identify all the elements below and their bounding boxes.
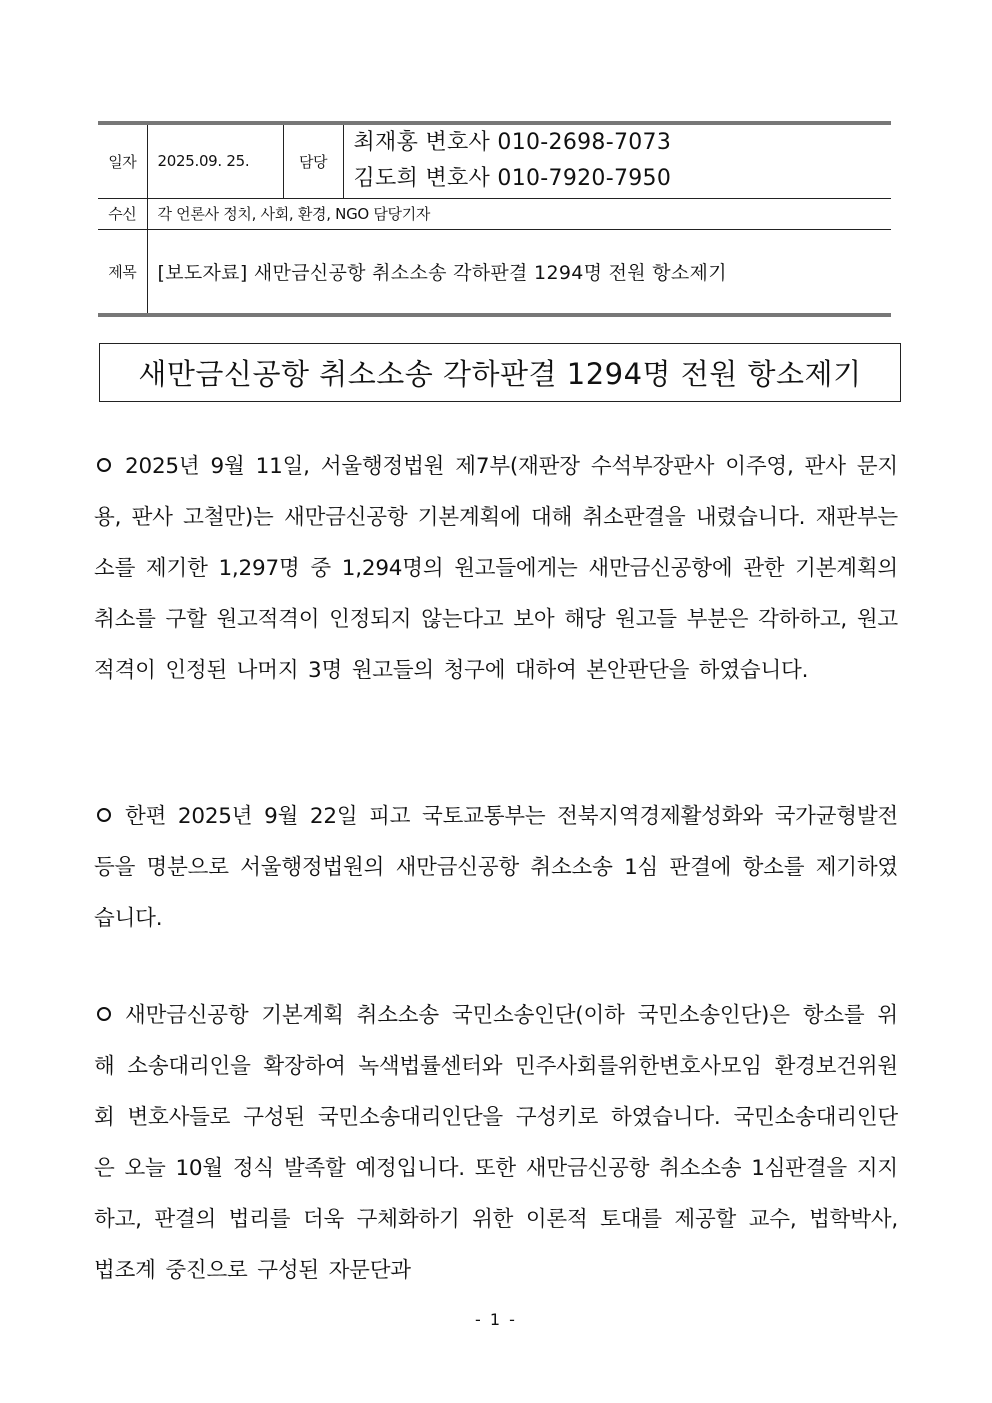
header-row-date — [98, 123, 891, 198]
contact-list — [343, 123, 891, 198]
header-row-subject — [98, 229, 891, 315]
circle-bullet-icon — [97, 1007, 111, 1021]
body-paragraph — [94, 990, 898, 1296]
paragraph-text: 한편 2025년 9월 22일 피고 국토교통부는 전북지역경제활성화와 국가균형발전 등을 명분으로 서울행정법원의 새만금신공항 취소소송 1심 판결에 항소를 제기하였습니다. — [94, 804, 898, 931]
circle-bullet-icon — [97, 458, 111, 472]
date-value: 2025.09. 25. — [147, 123, 283, 198]
body-paragraph — [94, 441, 898, 696]
recipient-value: 각 언론사 정치, 사회, 환경, NGO 담당기자 — [147, 198, 891, 229]
contact-line: 김도희 변호사 010-7920-7950 — [353, 166, 672, 192]
body-paragraph — [94, 791, 898, 944]
page-number: - 1 - — [475, 1310, 517, 1329]
subject-label: 제목 — [98, 229, 147, 315]
contact-label: 담당 — [283, 123, 343, 198]
paragraph-text: 2025년 9월 11일, 서울행정법원 제7부(재판장 수석부장판사 이주영, 판사 문지용, 판사 고철만)는 새만금신공항 기본계획에 대해 취소판결을 내렸습니다. 재판부는 소를 제기한 1,297명 중 1,294명의 원고들에게는 새만금신공항에 관한 기본계획의 취소를 구할 원고적격이 인정되지 않는다고 보아 해당 원고들 부분은 각하하고, 원고적격이 인정된 나머지 3명 원고들의 청구에 대하여 본안판단을 하였습니다. — [94, 454, 898, 683]
paragraph-text: 새만금신공항 기본계획 취소소송 국민소송인단(이하 국민소송인단)은 항소를 위해 소송대리인을 확장하여 녹색법률센터와 민주사회를위한변호사모임 환경보건위원회 변호사들로 구성된 국민소송대리인단을 구성키로 하였습니다. 국민소송대리인단은 오늘 10월 정식 발족할 예정입니다. 또한 새만금신공항 취소소송 1심판결을 지지하고, 판결의 법리를 더욱 구체화하기 위한 이론적 토대를 제공할 교수, 법학박사, 법조계 중진으로 구성된 자문단과 — [94, 1003, 898, 1283]
header-row-recipient — [98, 198, 891, 229]
date-label: 일자 — [98, 123, 147, 198]
document-title: 새만금신공항 취소소송 각하판결 1294명 전원 항소제기 — [99, 343, 901, 402]
recipient-label: 수신 — [98, 198, 147, 229]
contact-line: 최재홍 변호사 010-2698-7073 — [353, 130, 672, 156]
subject-value: [보도자료] 새만금신공항 취소소송 각하판결 1294명 전원 항소제기 — [147, 229, 891, 315]
circle-bullet-icon — [97, 808, 111, 822]
press-release-header-table — [98, 121, 891, 317]
